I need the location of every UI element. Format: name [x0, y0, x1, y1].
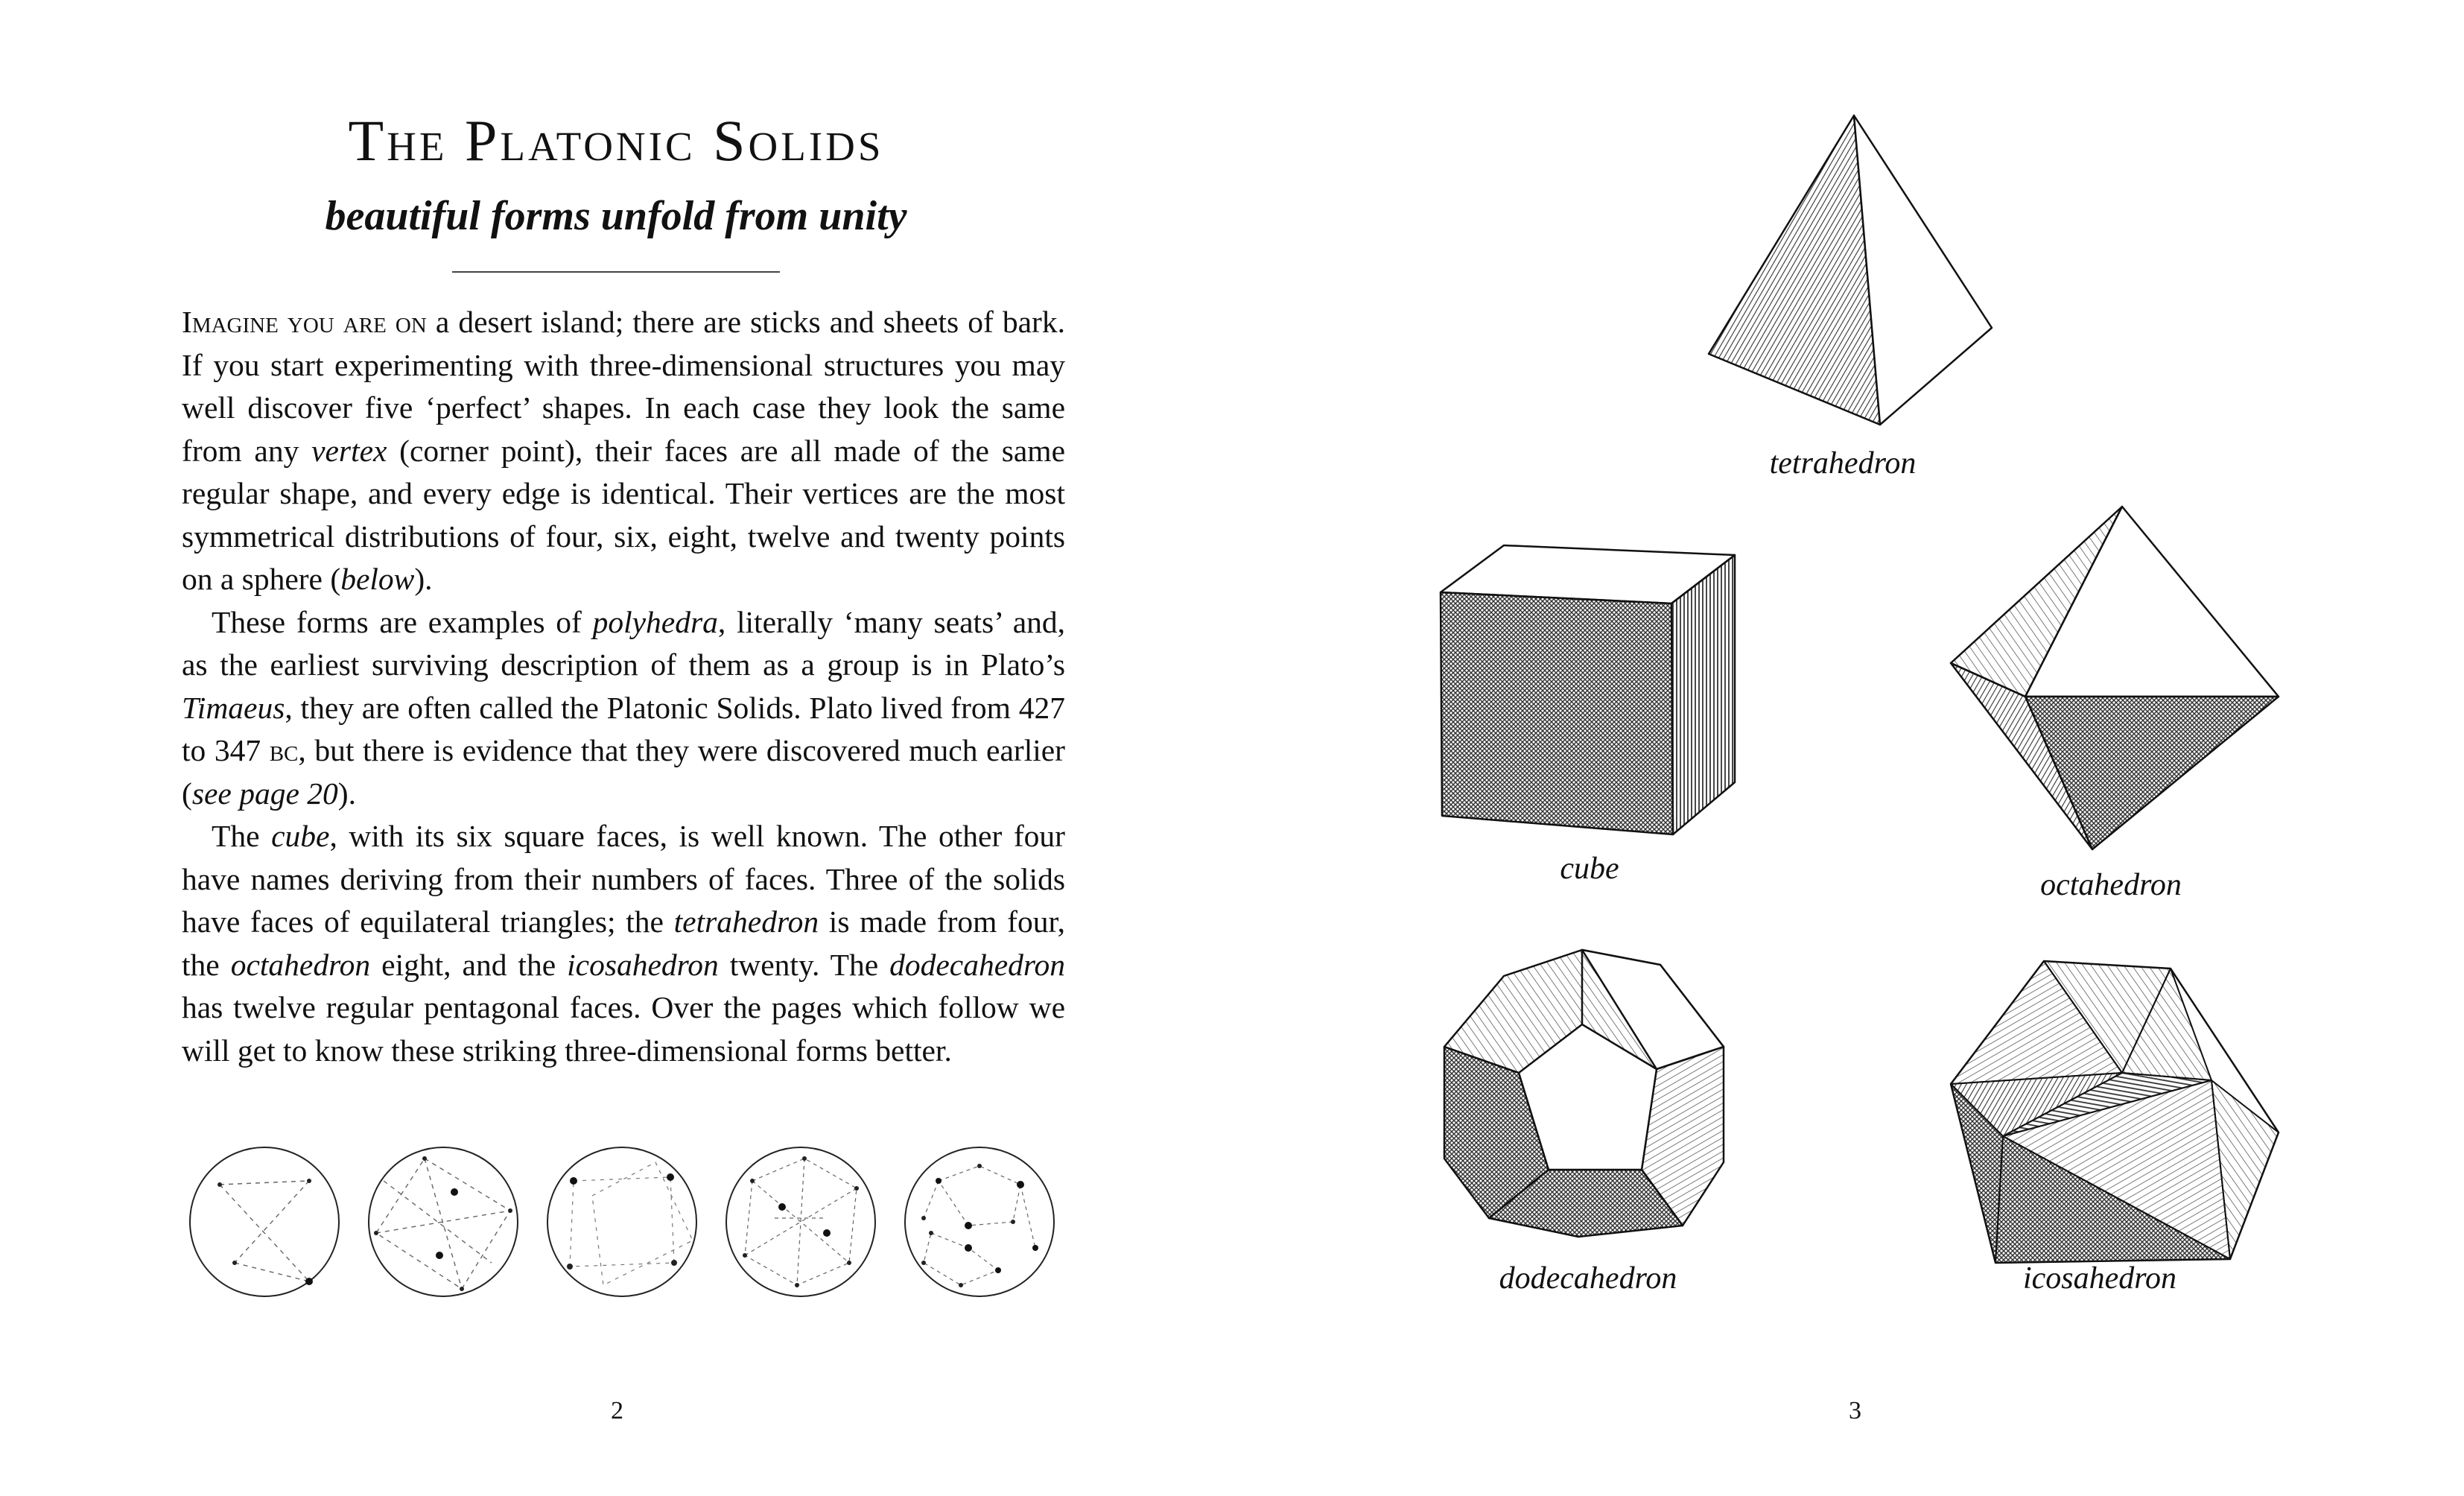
page-subtitle: beautiful forms unfold from unity	[325, 193, 907, 239]
caption-icosahedron: icosahedron	[2022, 1261, 2177, 1296]
sphere-tetrahedron	[190, 1147, 339, 1296]
cube-figure	[1433, 536, 1746, 842]
dodecahedron-figure	[1429, 935, 1742, 1248]
caption-dodecahedron: dodecahedron	[1499, 1261, 1677, 1296]
page-title: The Platonic Solids	[348, 108, 884, 173]
sphere-vertex-diagrams	[179, 1136, 1073, 1308]
page-number-right: 3	[1849, 1397, 1861, 1424]
octahedron-figure	[1940, 499, 2290, 857]
icosahedron-figure	[1943, 954, 2286, 1274]
tetrahedron-figure	[1679, 104, 2022, 432]
sphere-dodecahedron	[905, 1147, 1054, 1296]
paragraph-1: Imagine you are on a desert island; there are sticks and sheets of bark. If you start experimenting with three-dimensional structures you may well discover five ‘perfect’ shapes. In each case they look the same from any vertex (corner point), their faces are all made of the same regular shape, and every edge is identical. Their vertices are the most symmetrical distributions of four, six, eight, twelve and twenty points on a sphere (below).	[182, 305, 1065, 596]
body-text	[182, 301, 1065, 1072]
paragraph-3: The cube, with its six square faces, is well known. The other four have names deriving from their numbers of faces. Three of the solids have faces of equilateral triangles; the tetrahedron is made from four, the octahedron eight, and the icosahedron twenty. The dodecahedron has twelve regular pentagonal faces. Over the pages which follow we will get to know these striking three-dimensional forms better.	[182, 819, 1066, 1068]
paragraph-2: These forms are examples of polyhedra, literally ‘many seats’ and, as the earliest surviving description of them as a group is in Plato’s Timaeus, they are often called the Platonic Solids. Plato lived from 427 to 347 bc, but there is evidence that they were discovered much earlier (see page 20).	[182, 604, 1066, 811]
sphere-cube	[547, 1147, 696, 1296]
lead-in: Imagine you are on	[182, 305, 427, 339]
caption-tetrahedron: tetrahedron	[1769, 446, 1917, 481]
caption-octahedron: octahedron	[2040, 868, 2182, 902]
title-rule	[452, 271, 780, 273]
page-number-left: 2	[611, 1397, 623, 1424]
sphere-icosahedron	[726, 1147, 875, 1296]
caption-cube: cube	[1560, 852, 1619, 886]
right-page	[1232, 0, 2464, 1496]
sphere-octahedron	[369, 1147, 518, 1296]
